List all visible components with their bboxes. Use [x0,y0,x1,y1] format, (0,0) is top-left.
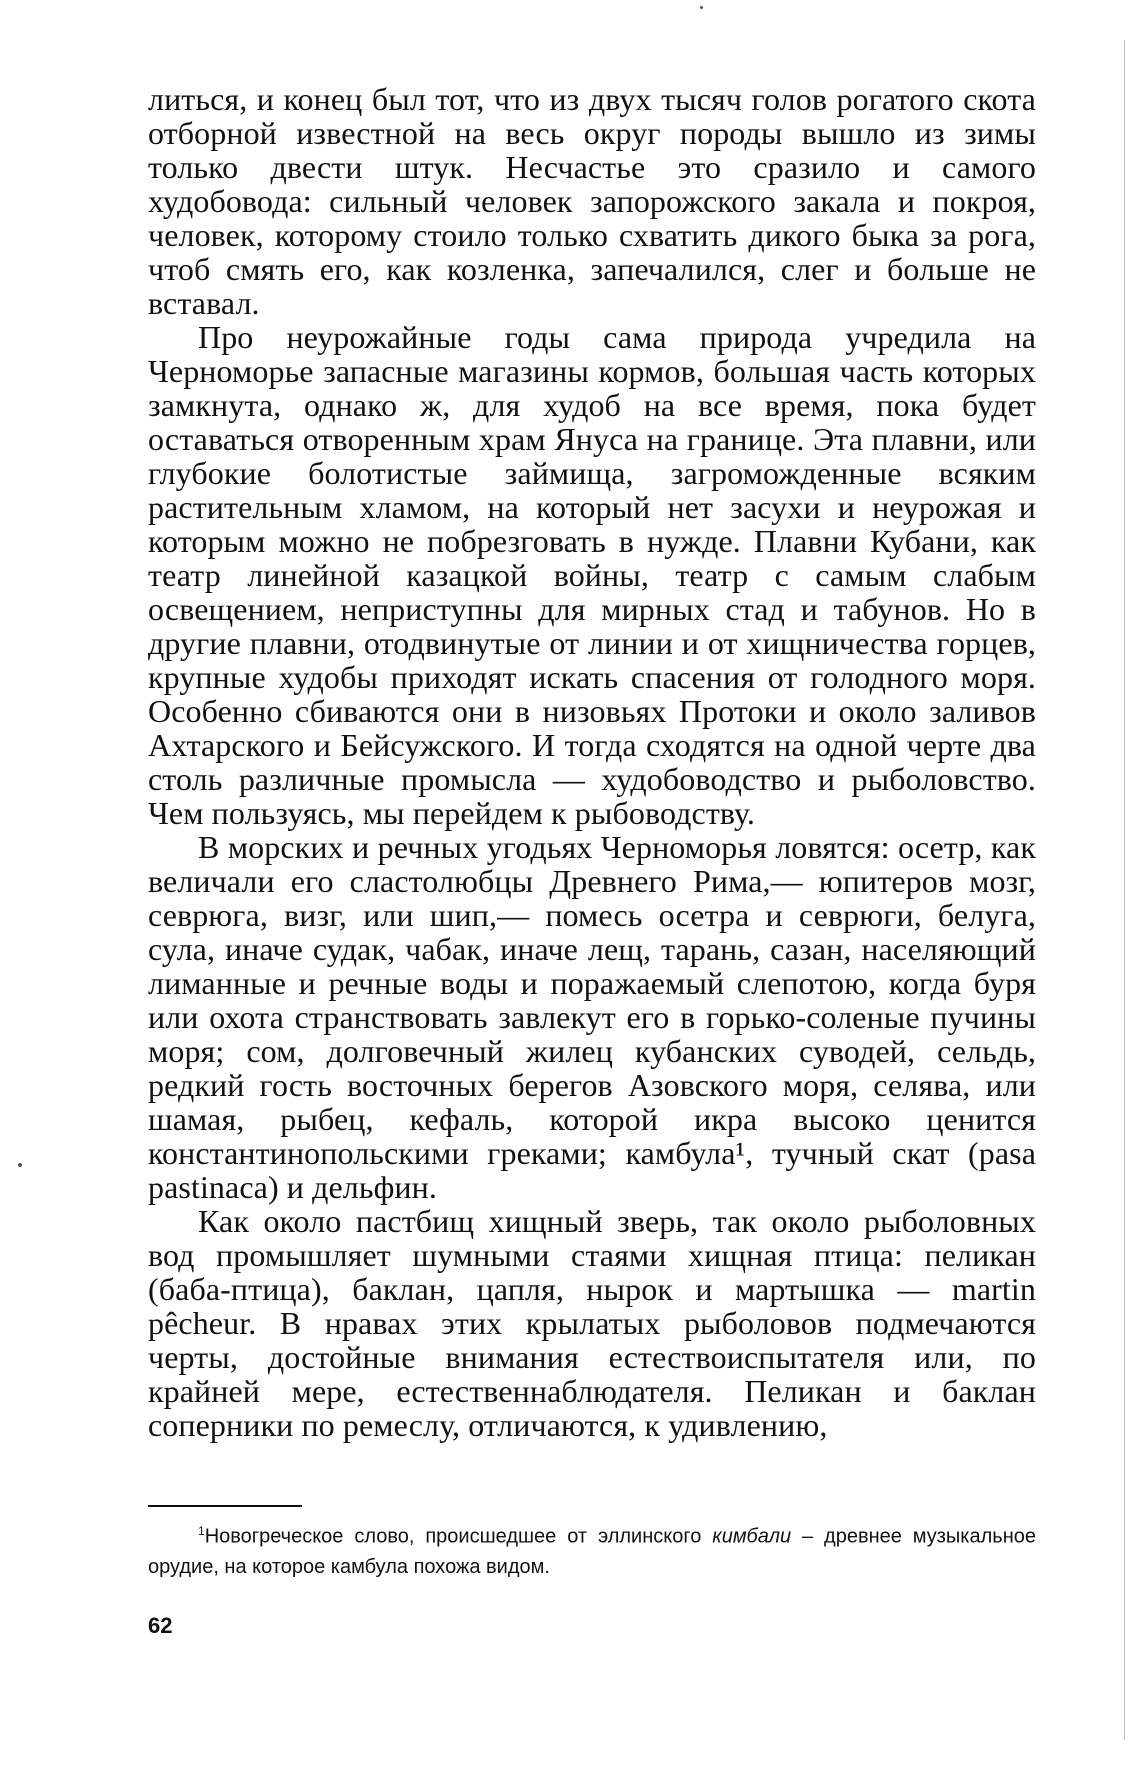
footnote-text-after: – древнее музыкальное орудие, на которое камбула похожа видом. [148,1525,1036,1578]
paragraph-3: В морских и речных угодьях Черноморья ловятся: осетр, как величали его сластолюбцы Древнего Рима,— юпитеров мозг, севрюга, визг, или шип,— помесь осетра и севрюги, белуга, сула, иначе судак, чабак, иначе лещ, тарань, сазан, населяющий лиманные и речные воды и поражаемый слепотою, когда буря или охота странствовать завлекут его в горько-соленые пучины моря; сом, долговечный жилец кубанских суводей, сельдь, редкий гость восточных берегов Азовского моря, селява, или шамая, рыбец, кефаль, которой икра высоко ценится константинопольскими греками; камбула¹, тучный скат (pasa pastinaca) и дельфин. [148,829,1036,1205]
page-edge-line [1124,40,1125,1740]
footnote-marker: 1 [198,1524,205,1538]
footnote-text-before: Новогреческое слово, происшедшее от эллинского [204,1525,713,1548]
scan-speck [700,6,703,9]
footnote-emphasis: кимбали [712,1525,792,1548]
page-number: 62 [148,1613,173,1638]
scan-speck [18,1163,22,1167]
paragraph-2: Про неурожайные годы сама природа учредила на Черноморье запасные магазины кормов, большая часть которых замкнута, однако ж, для худоб на все время, пока будет оставаться отворенным храм Януса на границе. Эта плавни, или глубокие болотистые займища, загроможденные всяким растительным хламом, на который нет засухи и неурожая и которым можно не побрезговать в нужде. Плавни Кубани, как театр линейной казацкой войны, театр с самым слабым освещением, неприступны для мирных стад и табунов. Но в другие плавни, отодвинутые от линии и от хищничества горцев, крупные худобы приходят искать спасения от голодного моря. Особенно сбиваются они в низовьях Протоки и около заливов Ахтарского и Бейсужского. И тогда сходятся на одной черте два столь различные промысла — худобоводство и рыболовство. Чем пользуясь, мы перейдем к рыбоводству. [148,319,1036,831]
paragraph-1: литься, и конец был тот, что из двух тысяч голов рогатого скота отборной известной на весь округ породы вышло из зимы только двести штук. Несчастье это сразило и самого худобовода: сильный человек запорожского закала и покроя, человек, которому стоило только схватить дикого быка за рога, чтоб смять его, как козленка, запечалился, слег и больше не вставал. [148,81,1036,321]
footnote [148,1516,1036,1582]
paragraph-4: Как около пастбищ хищный зверь, так около рыболовных вод промышляет шумными стаями хищная птица: пеликан (баба-птица), баклан, цапля, нырок и мартышка — martin pêcheur. В нравах этих крылатых рыболовов подмечаются черты, достойные внимания естествоиспытателя или, по крайней мере, естественнаблюдателя. Пеликан и баклан соперники по ремеслу, отличаются, к удивлению, [148,1203,1036,1443]
main-text [148,82,1036,1442]
footnote-separator [148,1505,302,1507]
